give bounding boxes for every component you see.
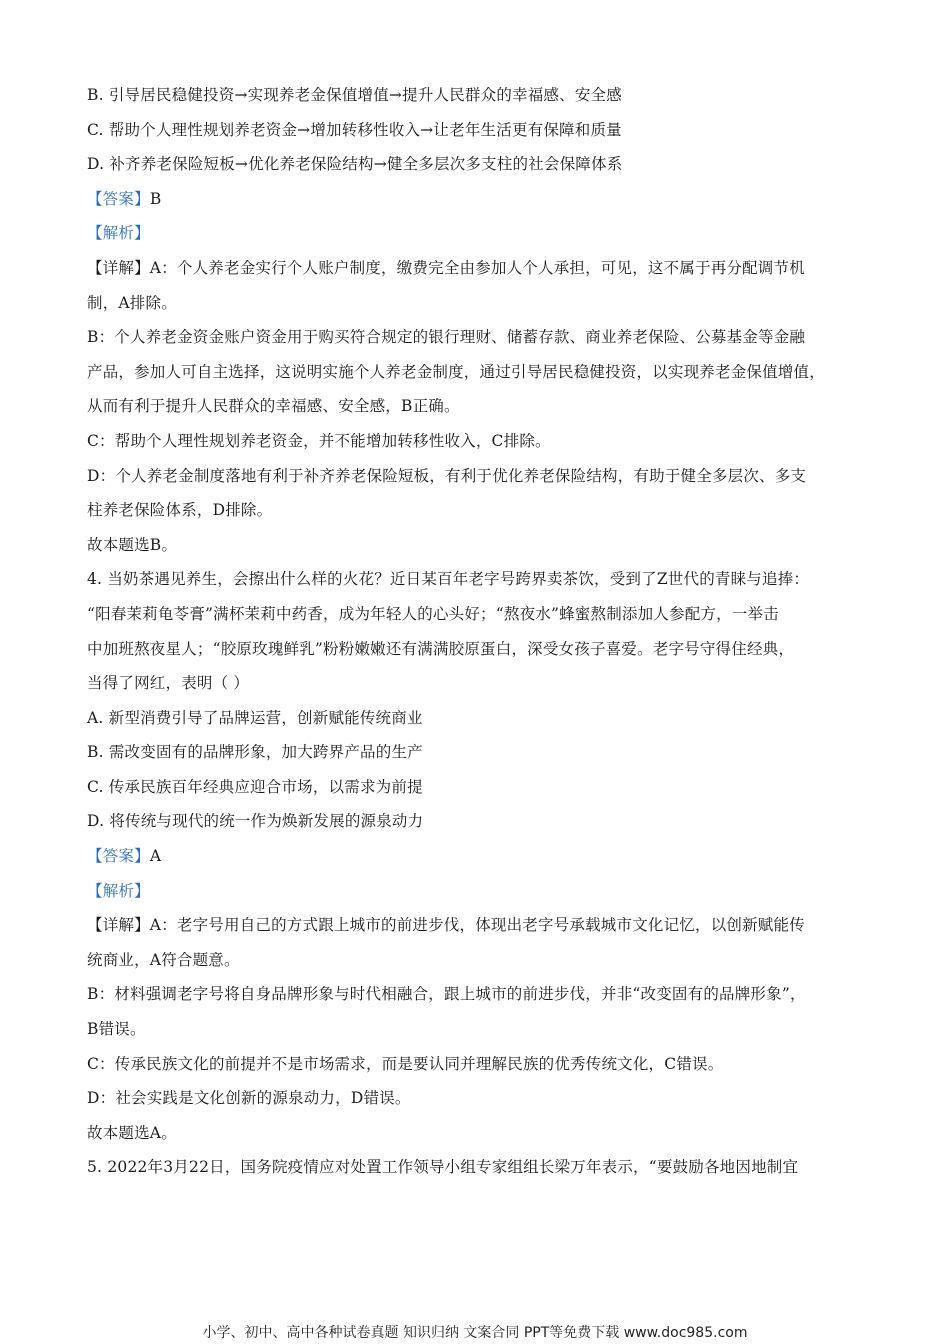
text-line (87, 735, 877, 770)
text-line (87, 389, 877, 424)
text-line (87, 977, 877, 1012)
line-text: B：个人养老金资金账户资金用于购买符合规定的银行理财、储蓄存款、商业养老保险、公募基金等金融 (87, 328, 806, 347)
line-text: A. 新型消费引导了品牌运营，创新赋能传统商业 (87, 708, 423, 727)
line-text: B：材料强调老字号将自身品牌形象与时代相融合，跟上城市的前进步伐，并非“改变固有的品牌形象”， (87, 985, 806, 1004)
section-tag-line (87, 216, 877, 251)
text-line (87, 701, 877, 736)
footer-banner: 小学、初中、高中各种试卷真题 知识归纳 文案合同 PPT等免费下载 www.doc985.com (202, 1325, 748, 1341)
text-line (87, 1116, 877, 1151)
text-line (87, 908, 877, 943)
line-text: 制，A排除。 (87, 293, 177, 312)
line-text: D. 补齐养老保险短板→优化养老保险结构→健全多层次多支柱的社会保障体系 (87, 155, 623, 174)
line-text: C. 帮助个人理性规划养老资金→增加转移性收入→让老年生活更有保障和质量 (87, 120, 622, 139)
line-text: A (149, 847, 162, 866)
text-line (87, 251, 877, 286)
line-text: D：个人养老金制度落地有利于补齐养老保险短板，有利于优化养老保险结构，有助于健全多层次、多支 (87, 466, 807, 485)
text-line (87, 1081, 877, 1116)
text-line (87, 666, 877, 701)
text-line (87, 943, 877, 978)
text-line (87, 493, 877, 528)
line-text: C：帮助个人理性规划养老资金，并不能增加转移性收入，C排除。 (87, 431, 551, 450)
text-line (87, 1012, 877, 1047)
line-text: 当得了网红，表明（ ） (87, 674, 250, 693)
text-line (87, 597, 877, 632)
line-text: C. 传承民族百年经典应迎合市场，以需求为前提 (87, 777, 423, 796)
line-text: 【详解】A：老字号用自己的方式跟上城市的前进步伐，体现出老字号承载城市文化记忆，以创新赋能传 (87, 916, 805, 935)
line-text: 柱养老保险体系，D排除。 (87, 501, 273, 520)
text-line (87, 320, 877, 355)
text-line (87, 424, 877, 459)
text-line (87, 78, 877, 113)
line-text: 【详解】A：个人养老金实行个人账户制度，缴费完全由参加人个人承担，可见，这不属于再分配调节机 (87, 258, 805, 277)
text-line (87, 286, 877, 321)
line-text: 5. 2022年3月22日，国务院疫情应对处置工作领导小组专家组组长梁万年表示，“要鼓励各地因地制宜 (87, 1158, 799, 1177)
line-text: B (149, 189, 162, 208)
section-tag: 【解析】 (87, 881, 150, 900)
text-line (87, 355, 877, 390)
section-tag: 【解析】 (87, 224, 150, 243)
section-tag: 【答案】 (87, 847, 150, 866)
line-text: B. 需改变固有的品牌形象，加大跨界产品的生产 (87, 743, 423, 762)
text-line (87, 804, 877, 839)
line-text: 4. 当奶茶遇见养生，会擦出什么样的火花？近日某百年老字号跨界卖茶饮，受到了Z世代的青睐与追捧： (87, 570, 810, 589)
text-line (87, 459, 877, 494)
line-text: “阳春茉莉龟苓膏”满杯茉莉中药香，成为年轻人的心头好；“熬夜水”蜂蜜熬制添加人参配方，一举击 (87, 604, 779, 623)
document-body (87, 78, 877, 1185)
line-text: 统商业，A符合题意。 (87, 950, 240, 969)
section-tag-line (87, 182, 877, 217)
line-text: C：传承民族文化的前提并不是市场需求，而是要认同并理解民族的优秀传统文化，C错误。 (87, 1054, 724, 1073)
line-text: B. 引导居民稳健投资→实现养老金保值增值→提升人民群众的幸福感、安全感 (87, 86, 622, 104)
text-line (87, 632, 877, 667)
line-text: 产品，参加人可自主选择，这说明实施个人养老金制度，通过引导居民稳健投资，以实现养老金保值增值， (87, 362, 825, 381)
line-text: D. 将传统与现代的统一作为焕新发展的源泉动力 (87, 812, 424, 831)
line-text: B错误。 (87, 1020, 146, 1039)
section-tag-line (87, 839, 877, 874)
line-text: 从而有利于提升人民群众的幸福感、安全感，B正确。 (87, 397, 460, 416)
text-line (87, 562, 877, 597)
section-tag-line (87, 874, 877, 909)
text-line (87, 1150, 877, 1185)
text-line (87, 770, 877, 805)
text-line (87, 147, 877, 182)
text-line (87, 528, 877, 563)
line-text: 中加班熬夜星人；“胶原玫瑰鲜乳”粉粉嫩嫩还有满满胶原蛋白，深受女孩子喜爱。老字号守得住经典， (87, 639, 795, 658)
section-tag: 【答案】 (87, 189, 150, 208)
line-text: D：社会实践是文化创新的源泉动力，D错误。 (87, 1089, 411, 1108)
text-line (87, 113, 877, 148)
line-text: 故本题选A。 (87, 1123, 177, 1142)
line-text: 故本题选B。 (87, 535, 178, 554)
text-line (87, 1047, 877, 1082)
